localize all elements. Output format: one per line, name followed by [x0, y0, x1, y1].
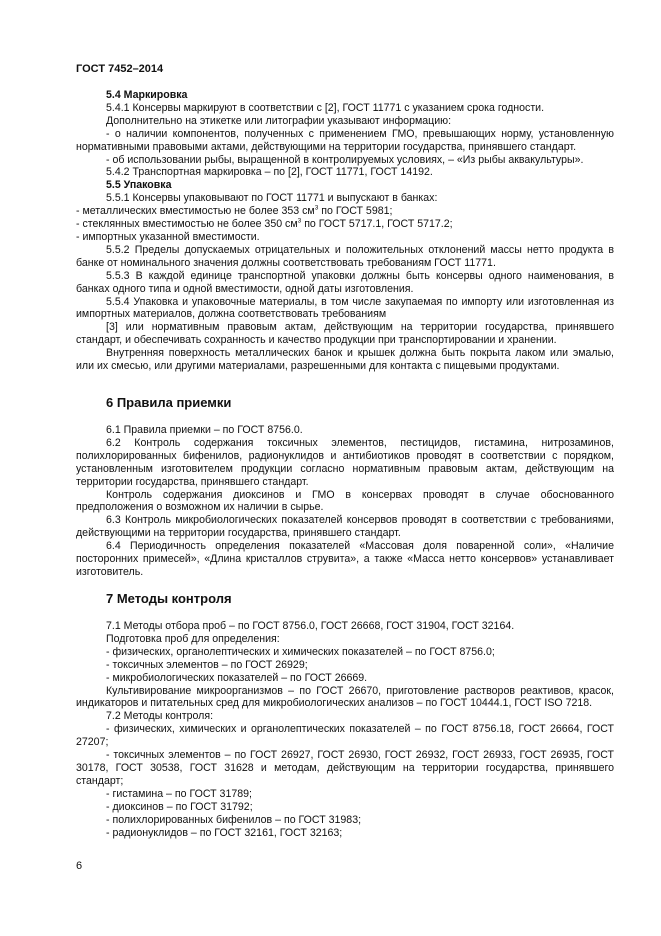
heading-section-7: 7 Методы контроля [106, 591, 232, 606]
paragraph: 5.4.2 Транспортная маркировка – по [2], ГОСТ 11771, ГОСТ 14192. [106, 166, 433, 179]
section-6 [76, 424, 614, 579]
paragraph: - гистамина – по ГОСТ 31789; [106, 787, 252, 800]
text: - металлических вместимостью не более 353 см [76, 205, 315, 218]
text: - стеклянных вместимостью не более 350 см [76, 218, 298, 231]
paragraph: - токсичных элементов – по ГОСТ 26927, ГОСТ 26930, ГОСТ 26932, ГОСТ 26933, ГОСТ 26935, ГОСТ 30178, ГОСТ 30538, ГОСТ 31628 и методам, действующим на территории государства, принявшего стандарт; [76, 749, 614, 787]
paragraph: - радионуклидов – по ГОСТ 32161, ГОСТ 32163; [106, 826, 343, 839]
paragraph: - полихлорированных бифенилов – по ГОСТ 31983; [106, 813, 362, 826]
heading-5-4: 5.4 Маркировка [106, 89, 188, 101]
paragraph: - токсичных элементов – по ГОСТ 26929; [106, 658, 308, 671]
section-5-4-5-5 [76, 89, 614, 373]
document-header: ГОСТ 7452–2014 [76, 63, 164, 75]
paragraph: - физических, органолептических и химических показателей – по ГОСТ 8756.0; [106, 645, 495, 658]
superscript: 3 [314, 204, 319, 212]
paragraph: 5.5.3 В каждой единице транспортной упаковки должны быть консервы одного наименования, в банках одного типа и одной вместимости, одной даты изготовления. [76, 269, 614, 295]
paragraph: Внутренняя поверхность металлических банок и крышек должна быть покрыта лаком или эмалью, или их смесью, или другими материалами, разрешенными для контакта с пищевыми продуктами. [76, 347, 614, 373]
paragraph: 6.2 Контроль содержания токсичных элементов, пестицидов, гистамина, нитрозаминов, полихлорированных бифенилов, радионуклидов и антибиотиков проводят в соответствии с порядком, установленным изготовителем продукции согласно нормативным правовым актам, действующим на территории государства, принявшего стандарт. [76, 436, 614, 488]
heading-5-5: 5.5 Упаковка [106, 179, 172, 192]
heading-section-6: 6 Правила приемки [106, 395, 232, 410]
paragraph: - диоксинов – по ГОСТ 31792; [106, 800, 253, 813]
paragraph: 6.4 Периодичность определения показателей «Массовая доля поваренной соли», «Наличие посторонних примесей», «Длина кристаллов струвита», а также «Масса нетто консервов» устанавливает изготовитель. [76, 540, 614, 578]
section-7 [76, 620, 614, 839]
paragraph: 6.3 Контроль микробиологических показателей консервов проводят в соответствии с требованиями, действующими на территории государства, принявшего стандарт. [76, 514, 614, 540]
paragraph: Культивирование микроорганизмов – по ГОСТ 26670, приготовление растворов реактивов, красок, индикаторов и питательных сред для микробиологических анализов – по ГОСТ 10444.1, ГОСТ ISO 7218. [76, 684, 614, 710]
paragraph: 5.5.4 Упаковка и упаковочные материалы, в том числе закупаемая по импорту или изготовленная из импортных материалов, должна соответствовать требованиям [76, 295, 614, 321]
paragraph: 6.1 Правила приемки – по ГОСТ 8756.0. [106, 424, 303, 436]
paragraph: 5.5.2 Пределы допускаемых отрицательных и положительных отклонений массы нетто продукта в банке от номинального значения должны соответствовать требованиям ГОСТ 11771. [76, 243, 614, 269]
paragraph: 7.2 Методы контроля: [106, 710, 214, 723]
paragraph: - микробиологических показателей – по ГОСТ 26669. [106, 671, 368, 684]
paragraph: - об использовании рыбы, выращенной в контролируемых условиях, – «Из рыбы аквакультуры». [106, 153, 584, 166]
paragraph: Подготовка проб для определения: [106, 632, 280, 645]
paragraph: [3] или нормативным правовым актам, действующим на территории государства, принявшего стандарт, и обеспечивать сохранность и качество продукции при транспортировании и хранении. [76, 321, 614, 347]
paragraph: 5.4.1 Консервы маркируют в соответствии с [2], ГОСТ 11771 с указанием срока годности. [106, 101, 545, 114]
text: по ГОСТ 5981; [318, 205, 393, 218]
paragraph: Контроль содержания диоксинов и ГМО в консервах проводят в случае обоснованного предположения о возможном их наличии в сырье. [76, 488, 614, 514]
paragraph: 5.5.1 Консервы упаковывают по ГОСТ 11771 и выпускают в банках: [106, 192, 438, 205]
paragraph: - о наличии компонентов, полученных с применением ГМО, превышающих норму, установленную нормативными правовыми актами, действующими на территории государства, принявшего стандарт. [76, 127, 614, 153]
superscript: 3 [297, 217, 302, 225]
paragraph: Дополнительно на этикетке или литографии указывают информацию: [106, 114, 452, 127]
text: по ГОСТ 5717.1, ГОСТ 5717.2; [301, 218, 453, 231]
page-number: 6 [76, 860, 83, 872]
paragraph: - импортных указанной вместимости. [76, 230, 260, 243]
paragraph: 7.1 Методы отбора проб – по ГОСТ 8756.0, ГОСТ 26668, ГОСТ 31904, ГОСТ 32164. [106, 620, 515, 632]
paragraph [76, 205, 614, 218]
paragraph [76, 218, 614, 231]
paragraph: - физических, химических и органолептических показателей – по ГОСТ 8756.18, ГОСТ 26664, ГОСТ 27207; [76, 723, 614, 749]
